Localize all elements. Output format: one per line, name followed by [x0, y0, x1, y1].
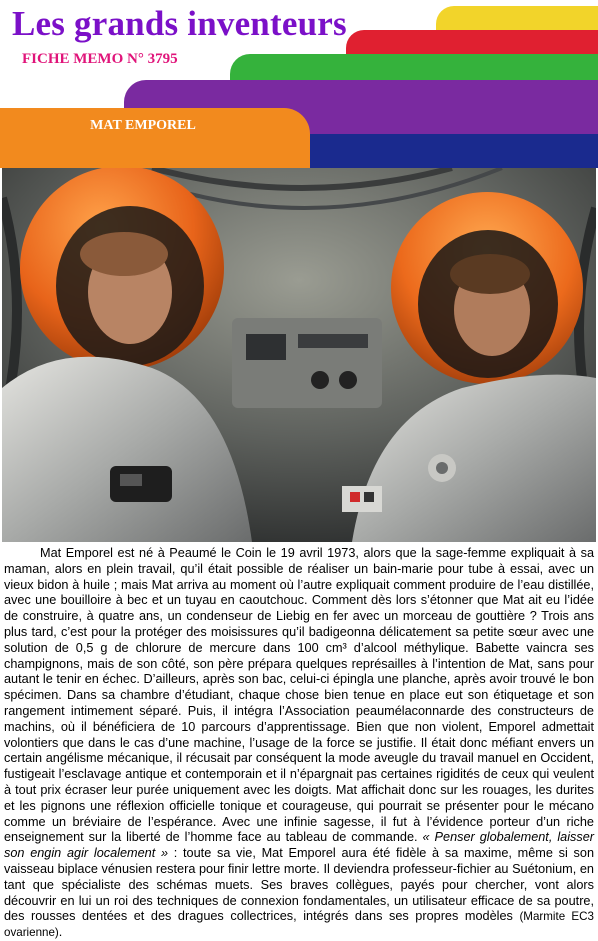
header-banner — [0, 0, 598, 168]
biography-part-2: : toute sa vie, Mat Emporel aura été fidèle à sa maxime, même si son vaisseau biplace vénusien restera pour finir lettre morte. Il deviendra professeur-fichier au Suétonium, en tant que spécialiste des schémas muets. Ses braves collègues, payés pour chercher, vont alors découvrir en lui un roi des techniques de connexion fondamentales, un utilisateur efficace de sa poutre, des rousses dentées et des dragues collectrices, intégrés dans ses propres modèles — [4, 846, 595, 924]
biography-text — [4, 546, 594, 941]
biography-part-1: Mat Emporel est né à Peaumé le Coin le 19 avril 1973, alors que la sage-femme expliquait à sa maman, alors en plein travail, qu’il était possible de réaliser un bain-marie pour tube à essai, avec un vieux bidon à huile ; mais Mat arriva au moment où l’autre expliquait comment produire de l’eau distillée, avec une bouilloire à bec et un tuyau en caoutchouc. Comment dès lors s’étonner que Mat ait eu l’idée de construire, à quatre ans, un condenseur de Liebig en fer avec un morceau de gouttière ? Trois ans plus tard, c’est pour la protéger des moisissures qu’il badigeonna délicatement sa petite sœur avec une solution de 0,5 g de chlorure de mercure dans 100 cm³ d’alcool méthylique. Babette vaincra ses champignons, mais de son côté, son père prépara quelques représailles à l’intention de Mat, sans pour autant le tenir en échec. D’ailleurs, après son bac, celui-ci épingla une planche, après avoir trouvé le bon spécimen. Dans sa chambre d’étudiant, chaque chose bien tenue en place eut son étiquetage et son rangement intimement séparé. Puis, il intégra l’Association peaumélaconnarde des constructeurs de machins, où il bénéficiera de 10 parcours d’apprentissage. Bien que non violent, Emporel admettait volontiers que dans le cas d’une machine, l’usage de la force se justifie. Il était donc méfiant envers un certain angélisme mécanique, il récusait par conséquent la mode aveugle du travail manuel en Occident, fustigeait l’esclavage antique et contemporain et il n’épargnait pas certaines rigidités de ceux qui veulent à tout prix écraser leur purée uniquement avec les doigts. Mat affichait donc sur les rouages, les durites et les pignons une réflexion officielle tonique et courageuse, qui pourrait se présenter pour le mécano comme un bréviaire de l’espérance. Avec une infinie sagesse, il fut à l’évidence porteur d’un riche enseignement sur la liberté de l’homme face au tableau de commande. — [4, 546, 594, 845]
astronauts-photo — [2, 168, 596, 542]
banner-stripe-orange — [0, 108, 310, 168]
biography-end: . — [58, 925, 63, 940]
reference-note: (Marmite EC3 ovarienne) — [4, 910, 594, 940]
page-title: Les grands inventeurs — [12, 4, 347, 43]
inventor-name: MAT EMPOREL — [90, 118, 196, 133]
astronauts-illustration — [2, 168, 596, 542]
banner-stripe-blue — [300, 134, 598, 168]
memo-number: FICHE MEMO N° 3795 — [22, 51, 178, 67]
maxim-quote: « Penser globalement, laisser son engin agir localement » — [4, 830, 594, 861]
